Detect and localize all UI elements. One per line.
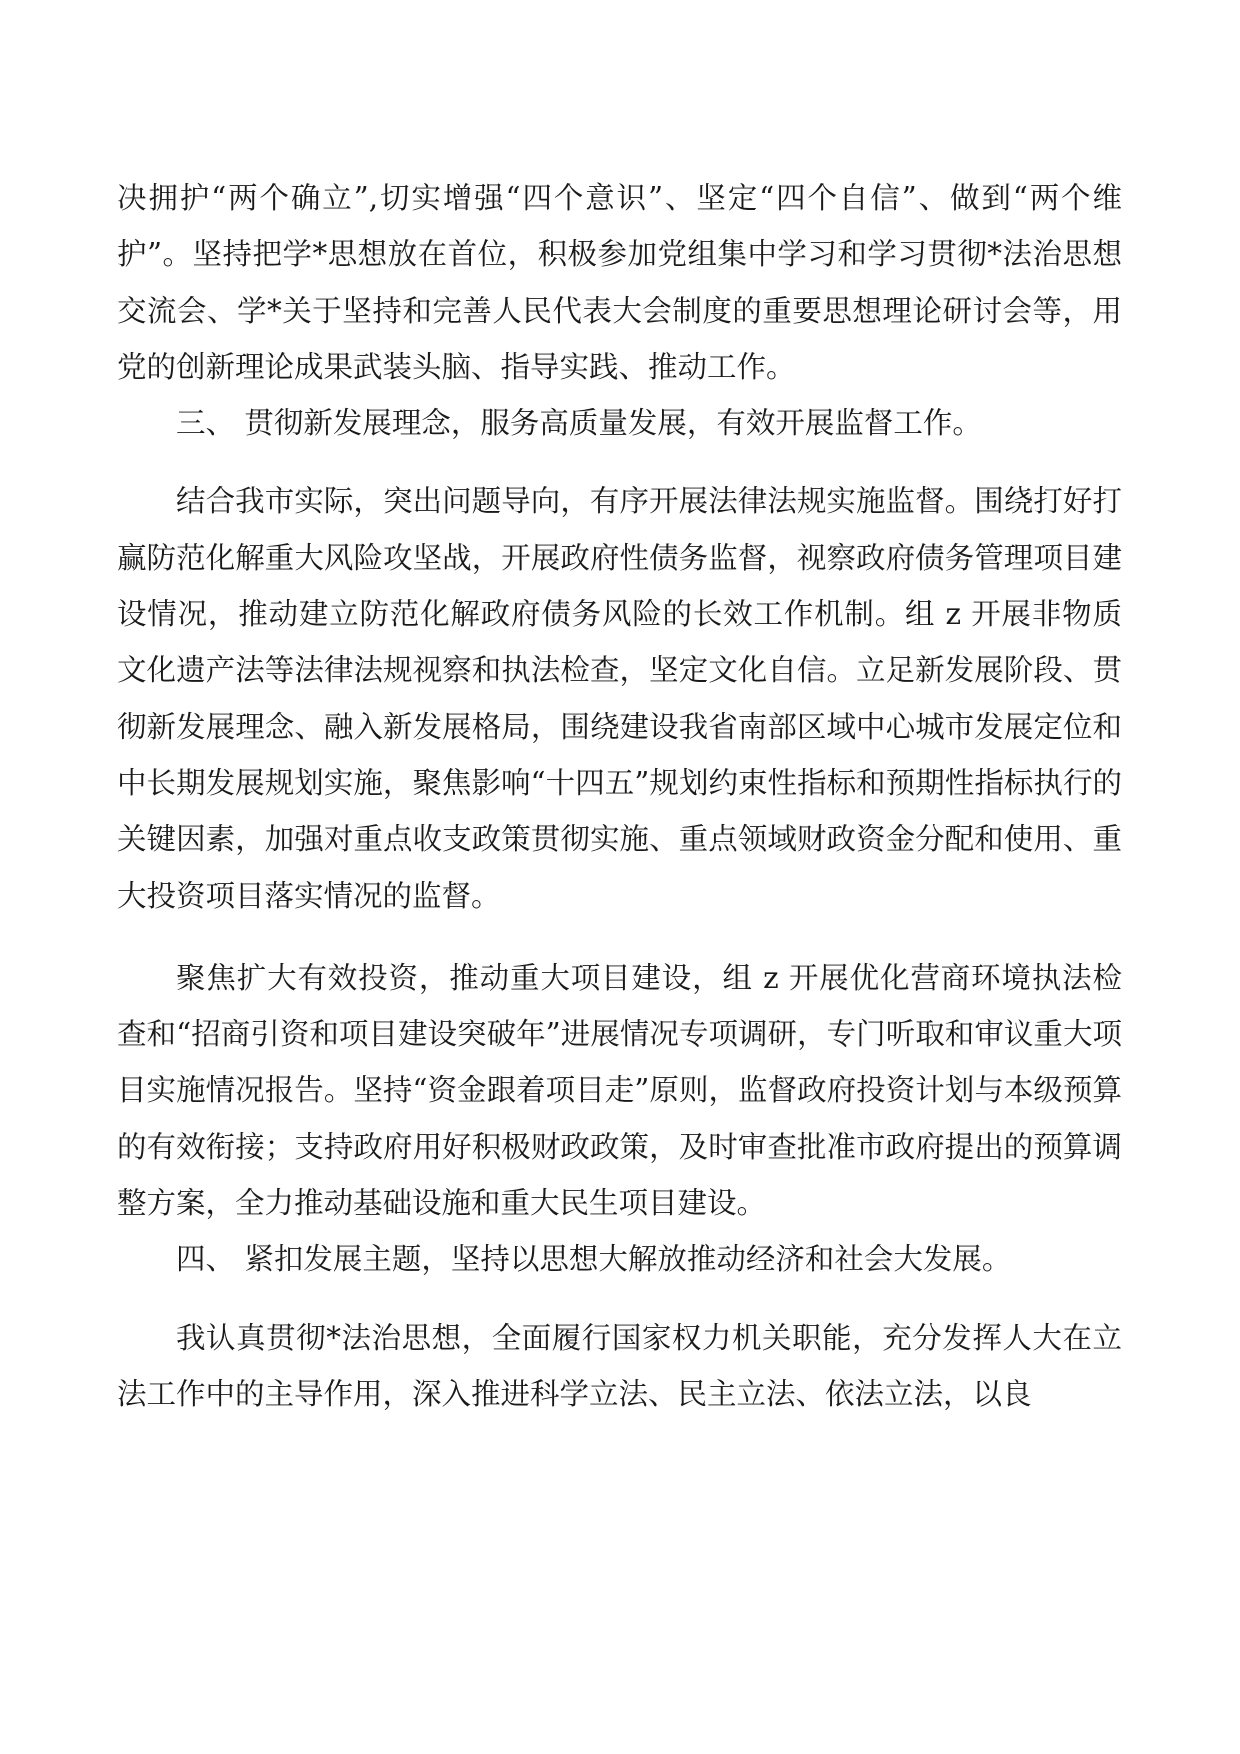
paragraph-continuation: 决拥护“两个确立”,切实增强“四个意识”、坚定“四个自信”、做到“两个维护”。坚持把学*思想放在首位，积极参加党组集中学习和学习贯彻*法治思想交流会、学*关于坚持和完善人民代表大会制度的重要思想理论研讨会等，用党的创新理论成果武装头脑、指导实践、推动工作。 <box>117 181 1122 384</box>
paragraph-major-projects: 聚焦扩大有效投资，推动重大项目建设，组 z 开展优化营商环境执法检查和“招商引资和项目建设突破年”进展情况专项调研，专门听取和审议重大项目实施情况报告。坚持“资金跟着项目走”原则，监督政府投资计划与本级预算的有效衔接；支持政府用好积极财政政策，及时审查批准市政府提出的预算调整方案，全力推动基础设施和重大民生项目建设。 <box>117 960 1122 1221</box>
paragraph-legislation: 我认真贯彻*法治思想，全面履行国家权力机关职能，充分发挥人大在立法工作中的主导作用，深入推进科学立法、民主立法、依法立法，以良 <box>117 1320 1122 1411</box>
section-heading-four: 四、 紧扣发展主题，坚持以思想大解放推动经济和社会大发展。 <box>176 1242 1012 1277</box>
section-heading-three: 三、 贯彻新发展理念，服务高质量发展，有效开展监督工作。 <box>176 406 982 441</box>
document-body <box>117 170 1122 1422</box>
paragraph-oversight-work: 结合我市实际，突出问题导向，有序开展法律法规实施监督。围绕打好打赢防范化解重大风险攻坚战，开展政府性债务监督，视察政府债务管理项目建设情况，推动建立防范化解政府债务风险的长效工作机制。组 z 开展非物质文化遗产法等法律法规视察和执法检查，坚定文化自信。立足新发展阶段、贯彻新发展理念、融入新发展格局，围绕建设我省南部区域中心城市发展定位和中长期发展规划实施，聚焦影响“十四五”规划约束性指标和预期性指标执行的关键因素，加强对重点收支政策贯彻实施、重点领域财政资金分配和使用、重大投资项目落实情况的监督。 <box>117 484 1122 913</box>
